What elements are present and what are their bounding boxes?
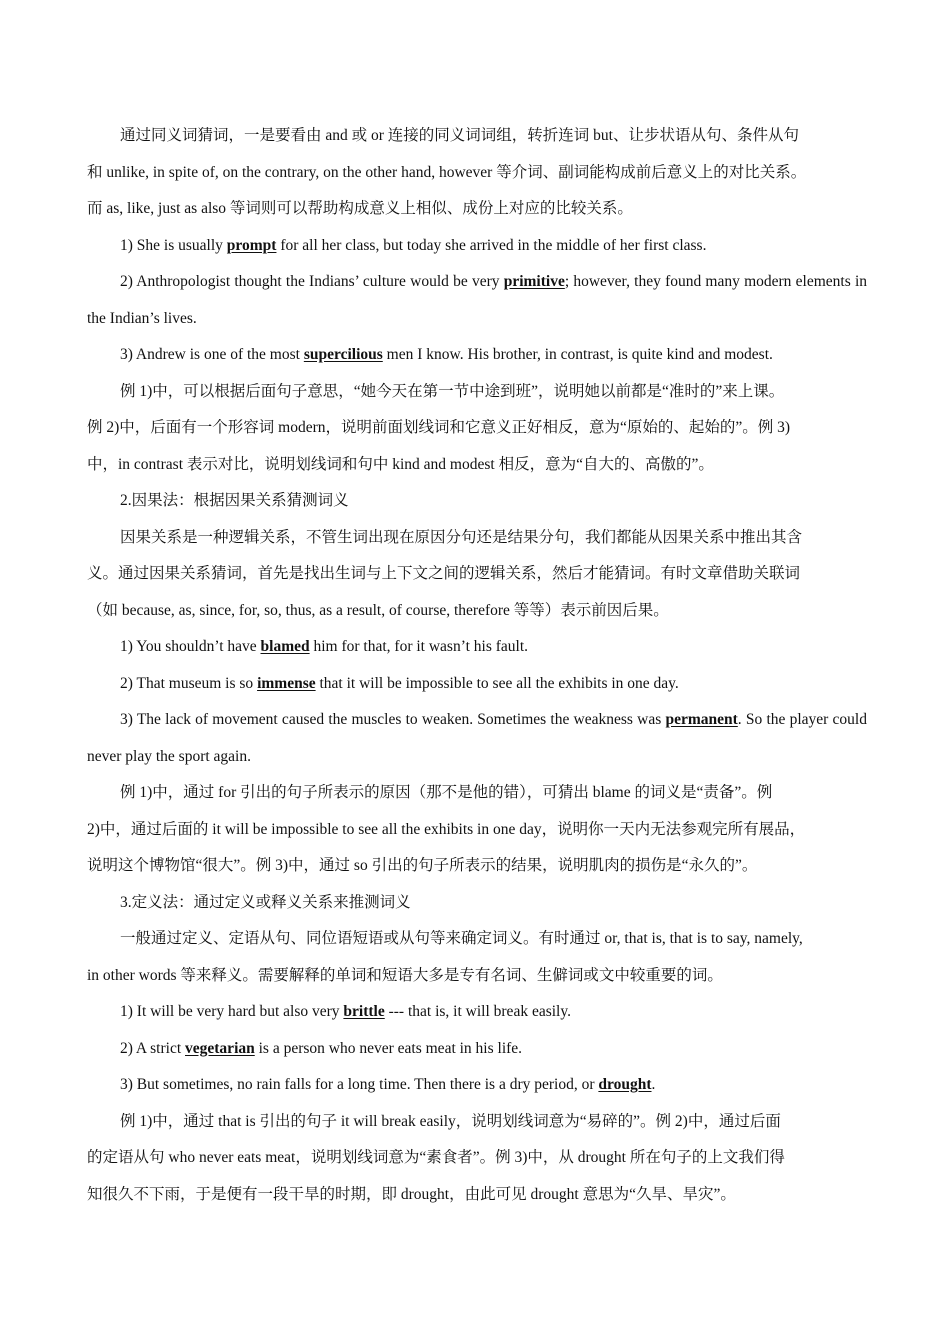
example-text: 1) You shouldn’t have xyxy=(120,638,261,655)
sec1-example-1 xyxy=(87,228,867,265)
example-text: him for that, for it wasn’t his fault. xyxy=(309,638,529,655)
sec3-example-1 xyxy=(87,994,867,1031)
document-page xyxy=(87,118,867,1213)
target-word: supercilious xyxy=(303,346,383,363)
example-text: ; however, they found many modern elements in the Indian’s lives. xyxy=(87,273,867,327)
text-line: 一般通过定义、定语从句、同位语短语或从句等来确定词义。有时通过 or, that is, that is to say, namely, xyxy=(120,930,803,947)
sec1-explanation xyxy=(87,374,867,484)
example-text: is a person who never eats meat in his life. xyxy=(254,1039,523,1057)
example-text: 2) That museum is so xyxy=(120,674,258,692)
target-word: vegetarian xyxy=(185,1039,255,1057)
text-line: 和 unlike, in spite of, on the contrary, on the other hand, however 等介词、副词能构成前后意义上的对比关系。 xyxy=(87,163,807,181)
text-line: 例 1)中，可以根据后面句子意思，“她今天在第一节中途到班”，说明她以前都是“准时的”来上课。 xyxy=(120,382,785,400)
text-line: 而 as, like, just as also 等词则可以帮助构成意义上相似、成份上对应的比较关系。 xyxy=(87,200,633,217)
text-line: 例 1)中，通过 for 引出的句子所表示的原因（那不是他的错），可猜出 blame 的词义是“责备”。例 xyxy=(120,784,773,801)
example-text: 3) Andrew is one of the most xyxy=(120,346,304,363)
text-line: 因果关系是一种逻辑关系，不管生词出现在原因分句还是结果分句，我们都能从因果关系中推出其含 xyxy=(120,528,803,546)
text-line: 的定语从句 who never eats meat，说明划线词意为“素食者”。例 3)中，从 drought 所在句子的上文我们得 xyxy=(87,1149,785,1166)
sec2-heading: 2.因果法：根据因果关系猜测词义 xyxy=(120,492,349,509)
target-word: prompt xyxy=(226,236,277,254)
example-text: 2) A strict xyxy=(120,1039,186,1057)
sec3-explanation xyxy=(87,1104,867,1214)
target-word: immense xyxy=(257,674,316,692)
sec2-intro xyxy=(87,520,867,630)
target-word: primitive xyxy=(503,273,565,290)
text-line: 知很久不下雨，于是便有一段干旱的时期，即 drought，由此可见 drought 意思为“久旱、旱灾”。 xyxy=(87,1185,736,1203)
sec1-intro xyxy=(87,118,867,228)
text-line: in other words 等来释义。需要解释的单词和短语大多是专有名词、生僻词或文中较重要的词。 xyxy=(87,966,723,984)
example-text: 1) She is usually xyxy=(120,236,227,254)
example-text: that it will be impossible to see all the exhibits in one day. xyxy=(315,674,679,692)
sec3-intro xyxy=(87,921,867,994)
target-word: drought xyxy=(598,1076,652,1093)
target-word: brittle xyxy=(343,1003,385,1020)
target-word: blamed xyxy=(260,638,310,655)
sec2-example-3 xyxy=(87,702,867,775)
sec3-example-3 xyxy=(87,1067,867,1104)
example-text: 1) It will be very hard but also very xyxy=(120,1003,344,1020)
sec1-example-2 xyxy=(87,264,867,337)
example-text: for all her class, but today she arrived in the middle of her first class. xyxy=(276,236,707,254)
sec2-example-2 xyxy=(87,666,867,703)
example-text: --- that is, it will break easily. xyxy=(384,1003,571,1020)
sec3-heading: 3.定义法：通过定义或释义关系来推测词义 xyxy=(120,893,411,911)
text-line: 例 1)中，通过 that is 引出的句子 it will break easily，说明划线词意为“易碎的”。例 2)中，通过后面 xyxy=(120,1112,781,1130)
text-line: 例 2)中，后面有一个形容词 modern，说明前面划线词和它意义正好相反，意为“原始的、起始的”。例 3) xyxy=(87,419,791,436)
text-line: （如 because, as, since, for, so, thus, as a result, of course, therefore 等等）表示前因后果。 xyxy=(87,601,669,619)
example-text: 3) But sometimes, no rain falls for a long time. Then there is a dry period, or xyxy=(120,1076,599,1093)
sec1-example-3 xyxy=(87,337,867,374)
example-text: 2) Anthropologist thought the Indians’ culture would be very xyxy=(120,273,504,290)
example-text: 3) The lack of movement caused the muscles to weaken. Sometimes the weakness was xyxy=(120,711,666,728)
sec3-example-2 xyxy=(87,1031,867,1068)
example-text: men I know. His brother, in contrast, is quite kind and modest. xyxy=(382,346,773,363)
sec2-example-1 xyxy=(87,629,867,666)
example-text: . xyxy=(651,1076,656,1093)
text-line: 中，in contrast 表示对比，说明划线词和句中 kind and modest 相反，意为“自大的、高傲的”。 xyxy=(87,455,714,473)
target-word: permanent xyxy=(665,711,738,728)
text-line: 2)中，通过后面的 it will be impossible to see all the exhibits in one day，说明你一天内无法参观完所有展品， xyxy=(87,820,806,838)
text-line: 义。通过因果关系猜词，首先是找出生词与上下文之间的逻辑关系，然后才能猜词。有时文章借助关联词 xyxy=(87,565,801,582)
text-line: 通过同义词猜词，一是要看由 and 或 or 连接的同义词词组，转折连词 but、让步状语从句、条件从句 xyxy=(120,127,799,144)
text-line: 说明这个博物馆“很大”。例 3)中，通过 so 引出的句子所表示的结果，说明肌肉的损伤是“永久的”。 xyxy=(87,857,758,874)
example-text: . So the player could never play the sport again. xyxy=(87,711,867,765)
sec2-explanation xyxy=(87,775,867,885)
